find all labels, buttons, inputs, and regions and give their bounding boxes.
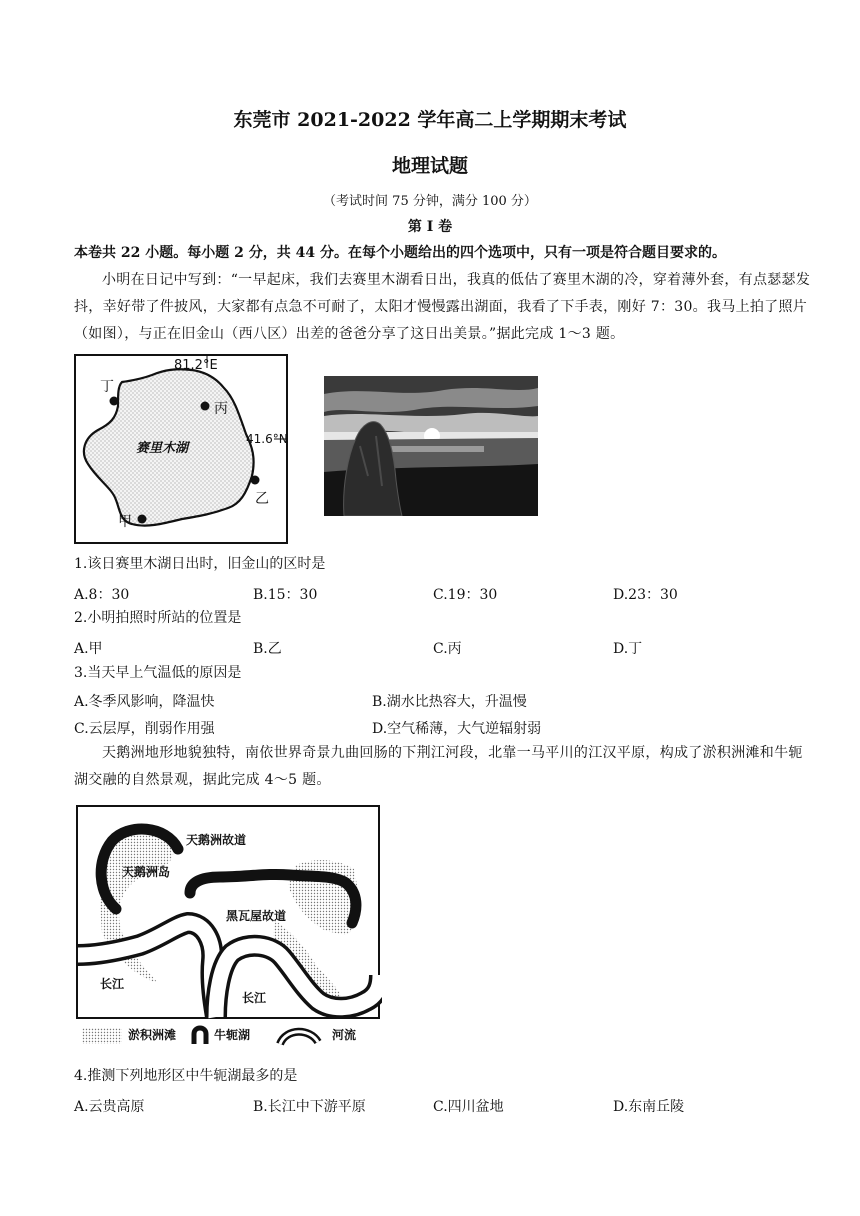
- exam-title: 东莞市 2021-2022 学年高二上学期期末考试: [233, 109, 627, 131]
- instructions: 本卷共 22 小题。每小题 2 分，共 44 分。在每个小题给出的四个选项中，只有一项是符合题目要求的。: [74, 245, 726, 261]
- tianezhou-map: [76, 805, 382, 1019]
- legend-oxbow-label: 牛轭湖: [214, 1028, 251, 1042]
- legend-river-label: 河流: [332, 1028, 357, 1042]
- exam-info: （考试时间 75 分钟，满分 100 分）: [323, 194, 537, 209]
- longitude-label: 81.2°E: [174, 358, 218, 373]
- label-tianezhou-island: 天鹅洲岛: [122, 865, 171, 879]
- q1-option-d[interactable]: D.23：30: [613, 587, 678, 603]
- passage-2: 天鹅洲地形地貌独特，南依世界奇景九曲回肠的下荆江河段，北靠一马平川的江汉平原，构成了淤积洲滩和牛轭湖交融的自然景观，据此完成 4～5 题。: [74, 745, 803, 788]
- lake-label: 赛里木湖: [136, 441, 189, 456]
- point-jia: 甲: [118, 514, 132, 530]
- point-bing: 丙: [214, 401, 228, 417]
- question-4-stem: 4.推测下列地形区中牛轭湖最多的是: [74, 1068, 298, 1084]
- q2-option-d[interactable]: D.丁: [613, 641, 643, 657]
- q4-option-d[interactable]: D.东南丘陵: [613, 1099, 685, 1115]
- label-changjiang-2: 长江: [242, 991, 267, 1005]
- legend-sediment-label: 淤积洲滩: [128, 1028, 177, 1042]
- q1-option-a[interactable]: A.8：30: [74, 587, 130, 603]
- legend-sediment-swatch: [82, 1028, 122, 1044]
- point-yi: 乙: [255, 491, 269, 507]
- q3-option-d[interactable]: D.空气稀薄，大气逆辐射弱: [372, 721, 542, 737]
- question-3-stem: 3.当天早上气温低的原因是: [74, 665, 242, 681]
- q4-option-b[interactable]: B.长江中下游平原: [253, 1099, 366, 1115]
- section-title: 第 I 卷: [407, 219, 453, 235]
- river-icon: [276, 1024, 322, 1050]
- q2-option-c[interactable]: C.丙: [433, 641, 462, 657]
- passage-1: 小明在日记中写到：“一早起床，我们去赛里木湖看日出，我真的低估了赛里木湖的冷，穿着薄外套，有点瑟瑟发抖，幸好带了件披风，大家都有点急不可耐了，太阳才慢慢露出湖面，我看了下手表，刚好 7：30。我马上拍了照片（如图），与正在旧金山（西八区）出差的爸爸分享了这日出美景。”据此完成 1～3 题。: [74, 272, 811, 342]
- q2-option-b[interactable]: B.乙: [253, 641, 282, 657]
- q1-option-c[interactable]: C.19：30: [433, 587, 498, 603]
- question-2-stem: 2.小明拍照时所站的位置是: [74, 610, 242, 626]
- q4-option-a[interactable]: A.云贵高原: [74, 1099, 145, 1115]
- q4-option-c[interactable]: C.四川盆地: [433, 1099, 504, 1115]
- sayram-lake-map: [74, 354, 288, 544]
- question-1-stem: 1.该日赛里木湖日出时，旧金山的区时是: [74, 556, 326, 572]
- q1-option-b[interactable]: B.15：30: [253, 587, 318, 603]
- latitude-label: 41.6°N: [246, 432, 288, 446]
- sunrise-photo: [324, 376, 538, 516]
- q3-option-c[interactable]: C.云层厚，削弱作用强: [74, 721, 215, 737]
- point-ding: 丁: [100, 379, 114, 395]
- q2-option-a[interactable]: A.甲: [74, 641, 103, 657]
- q3-option-b[interactable]: B.湖水比热容大，升温慢: [372, 694, 527, 710]
- exam-subtitle: 地理试题: [391, 155, 468, 177]
- label-tianezhou-channel: 天鹅洲故道: [186, 833, 247, 847]
- label-heiwawu-channel: 黑瓦屋故道: [226, 909, 287, 923]
- q3-option-a[interactable]: A.冬季风影响，降温快: [74, 694, 215, 710]
- oxbow-lake-icon: [190, 1024, 210, 1050]
- label-changjiang-1: 长江: [100, 977, 125, 991]
- map-legend: [80, 1022, 380, 1050]
